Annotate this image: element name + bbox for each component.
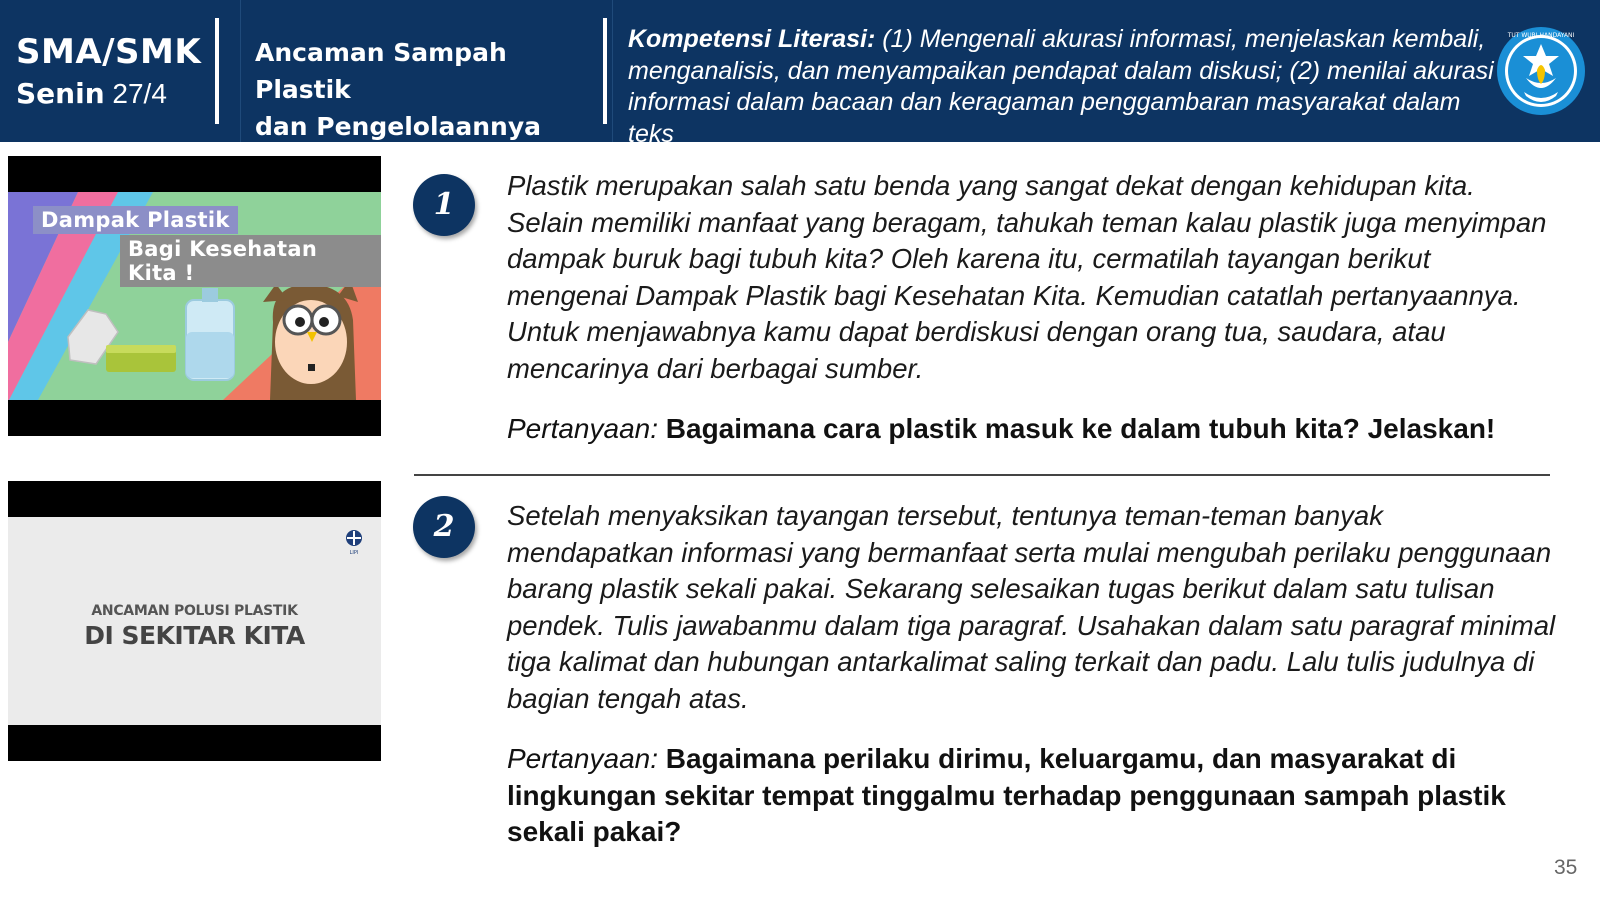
level-label: SMA/SMK: [16, 32, 202, 72]
topic-line-2: dan Pengelolaannya: [255, 112, 542, 141]
header-panel-edge: [240, 0, 241, 142]
video-1-title-line-1: Dampak Plastik: [33, 206, 238, 234]
header-divider: [215, 18, 219, 124]
competency-label: Kompetensi Literasi:: [628, 25, 876, 53]
item-1-question: [507, 411, 1557, 448]
day-label: Senin: [16, 77, 105, 110]
question-text: Bagaimana cara plastik masuk ke dalam tubuh kita? Jelaskan!: [665, 413, 1496, 444]
item-2-question: [507, 741, 1557, 851]
tut-wuri-handayani-logo-icon: [1496, 26, 1586, 116]
video-2-subtitle: ANCAMAN POLUSI PLASTIK: [91, 603, 298, 619]
item-1-text: Plastik merupakan salah satu benda yang sangat dekat dengan kehidupan kita. Selain memiliki manfaat yang beragam, tahukah teman kalau plastik juga menyimpan dampak buruk bagi tubuh kita? Oleh karena itu, cermatilah tayangan berikut mengenai Dampak Plastik bagi Kesehatan Kita. Kemudian catatlah pertanyaannya. Untuk menjawabnya kamu dapat berdiskusi dengan orang tua, saudara, atau mencarinya dari berbagai sumber.: [507, 170, 1547, 384]
video-thumbnail-ancaman-polusi[interactable]: [8, 481, 381, 761]
header-bar: [0, 0, 1600, 148]
topic-line-1: Ancaman Sampah Plastik: [255, 38, 507, 104]
date-value: 27/4: [112, 78, 167, 109]
lipi-logo-label: LIPI: [349, 550, 359, 555]
logo-motto: TUT WURI HANDAYANI: [1507, 32, 1575, 39]
video-1-title-line-2: Bagi Kesehatan Kita !: [120, 235, 381, 287]
video-frame: [8, 517, 381, 725]
lipi-logo-icon: [344, 529, 364, 555]
item-2-text: Setelah menyaksikan tayangan tersebut, tentunya teman-teman banyak mendapatkan informasi yang bermanfaat serta mulai mengubah perilaku penggunaan barang plastik sekali pakai. Sekarang selesaikan tugas berikut dalam satu tulisan pendek. Tulis jawabanmu dalam tiga paragraf. Usahakan dalam satu paragraf minimal tiga kalimat dan hubungan antarkalimat saling terkait dan padu. Lalu tulis judulnya di bagian tengah atas.: [507, 500, 1556, 714]
question-label: Pertanyaan:: [507, 743, 658, 774]
video-thumbnail-dampak-plastik[interactable]: [8, 156, 381, 436]
number-badge-1: 1: [413, 174, 475, 236]
competency-text: [628, 24, 1498, 150]
date-label: [16, 76, 216, 112]
header-level-block: [16, 30, 216, 112]
video-2-title: DI SEKITAR KITA: [84, 621, 305, 650]
question-text: Bagaimana perilaku dirimu, keluargamu, dan masyarakat di lingkungan sekitar tempat tinggalmu terhadap penggunaan sampah plastik sekali pakai?: [507, 743, 1506, 848]
competency-body: (1) Mengenali akurasi informasi, menjelaskan kembali, menganalisis, dan menyampaikan pendapat dalam diskusi; (2) menilai akurasi informasi dalam bacaan dan keragaman penggambaran masyarakat dalam teks: [628, 25, 1494, 148]
question-label: Pertanyaan:: [507, 413, 658, 444]
section-divider: [414, 474, 1550, 476]
header-divider: [603, 18, 607, 124]
video-frame: [8, 192, 381, 400]
page-number: 35: [1554, 856, 1578, 879]
header-panel-edge: [612, 0, 613, 142]
number-badge-2: 2: [413, 496, 475, 558]
